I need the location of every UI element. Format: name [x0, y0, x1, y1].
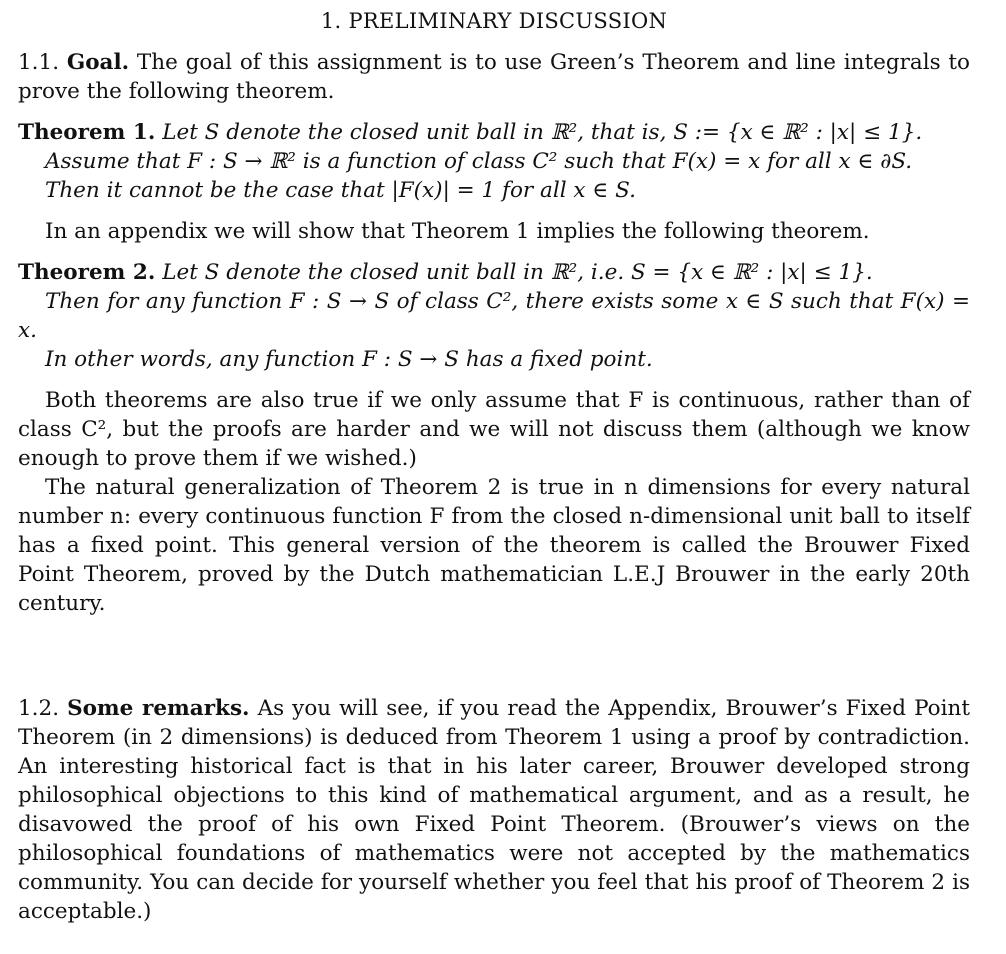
- theorem-2-line-3: In other words, any function F : S → S has a fixed point.: [45, 347, 653, 372]
- theorem-1-line-1: Theorem 1. Let S denote the closed unit ball in ℝ², that is, S := {x ∈ ℝ² : |x| ≤ 1}.: [18, 120, 923, 145]
- remarks-text: As you will see, if you read the Appendix, Brouwer’s Fixed Point Theorem (in 2 dimensions) is deduced from Theorem 1 using a proof by contradiction. An interesting historical fact is that in his later career, Brouwer developed strong philosophical objections to this kind of mathematical argument, and as a result, he disavowed the proof of his own Fixed Point Theorem. (Brouwer’s views on the philosophical foundations of mathematics were not accepted by the mathematics community. You can decide for yourself whether you feel that his proof of Theorem 2 is acceptable.): [18, 696, 970, 924]
- document-page: [18, 0, 970, 926]
- remarks-number: 1.2.: [18, 696, 60, 721]
- theorem-1: [18, 118, 970, 205]
- paragraph-both-theorems: Both theorems are also true if we only assume that F is continuous, rather than of class C², but the proofs are harder and we will not discuss them (although we know enough to prove them if we wished.): [18, 388, 970, 471]
- goal-heading: Goal.: [66, 50, 130, 75]
- goal-text: The goal of this assignment is to use Green’s Theorem and line integrals to prove the following theorem.: [18, 50, 970, 104]
- theorem-2-line-2: Then for any function F : S → S of class C², there exists some x ∈ S such that F(x) = x.: [18, 289, 970, 343]
- theorem-2-label: Theorem 2.: [18, 260, 156, 285]
- theorem-1-line-2: Assume that F : S → ℝ² is a function of class C² such that F(x) = x for all x ∈ ∂S.: [45, 149, 913, 174]
- theorem-2-line-1: Theorem 2. Let S denote the closed unit ball in ℝ², i.e. S = {x ∈ ℝ² : |x| ≤ 1}.: [18, 260, 873, 285]
- goal-number: 1.1.: [18, 50, 60, 75]
- remarks-heading: Some remarks.: [67, 696, 250, 721]
- theorem-1-line-3: Then it cannot be the case that |F(x)| = 1 for all x ∈ S.: [45, 178, 636, 203]
- theorem-1-label: Theorem 1.: [18, 120, 156, 145]
- paragraph-natural-generalization: The natural generalization of Theorem 2 is true in n dimensions for every natural number n: every continuous function F from the closed n-dimensional unit ball to itself has a fixed point. This general version of the theorem is called the Brouwer Fixed Point Theorem, proved by the Dutch mathematician L.E.J Brouwer in the early 20th century.: [18, 475, 970, 616]
- remarks-paragraph: [18, 694, 970, 926]
- appendix-note: In an appendix we will show that Theorem 1 implies the following theorem.: [45, 219, 870, 244]
- goal-paragraph: [18, 48, 970, 106]
- section-title: 1. PRELIMINARY DISCUSSION: [320, 9, 668, 33]
- theorem-2: [18, 258, 970, 374]
